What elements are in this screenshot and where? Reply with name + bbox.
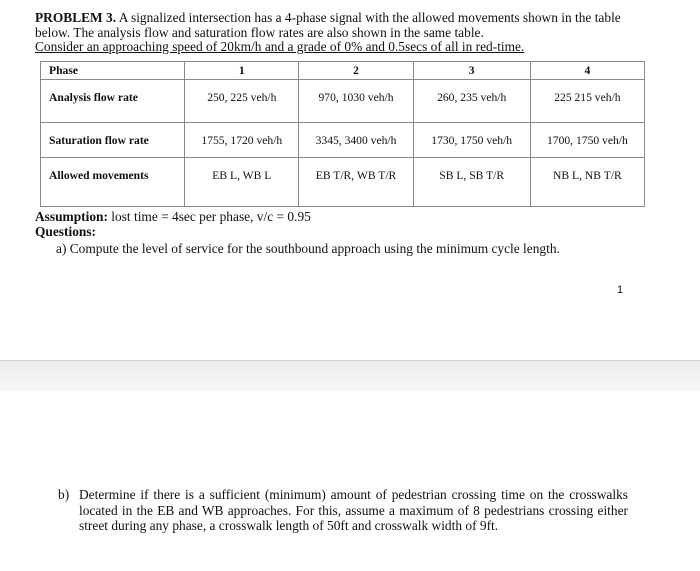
row-label: Saturation flow rate xyxy=(41,123,185,158)
table-row xyxy=(41,123,645,158)
assumption-text: lost time = 4sec per phase, v/c = 0.95 xyxy=(107,209,311,224)
table-header-cell: 4 xyxy=(530,62,644,80)
problem-text: A signalized intersection has a 4-phase signal with the allowed movements shown in the table below. The analysis flow and saturation flow rates are also shown in the same table. xyxy=(35,10,621,40)
assumption-label: Assumption: xyxy=(35,209,108,224)
table-cell: 225 215 veh/h xyxy=(530,80,644,123)
assumption-line xyxy=(35,210,311,224)
question-b-letter: b) xyxy=(58,487,70,502)
row-label: Allowed movements xyxy=(41,158,185,207)
table-header-cell: 1 xyxy=(185,62,299,80)
page-separator xyxy=(0,360,700,391)
question-b-text: Determine if there is a sufficient (minimum) amount of pedestrian crossing time on the crosswalks located in the EB and WB approaches. For this, assume a maximum of 8 pedestrians crossing either street during any phase, a crosswalk length of 50ft and crosswalk width of 9ft. xyxy=(79,487,628,533)
table-cell: 1730, 1750 veh/h xyxy=(413,123,530,158)
page-number: 1 xyxy=(617,284,624,296)
table-header-cell: Phase xyxy=(41,62,185,80)
table-cell: 970, 1030 veh/h xyxy=(299,80,413,123)
question-a: a) Compute the level of service for the southbound approach using the minimum cycle length. xyxy=(56,241,560,256)
table-cell: 250, 225 veh/h xyxy=(185,80,299,123)
table-row xyxy=(41,80,645,123)
table-cell: 1755, 1720 veh/h xyxy=(185,123,299,158)
table-cell: EB T/R, WB T/R xyxy=(299,158,413,207)
problem-statement xyxy=(35,11,655,55)
table-cell: EB L, WB L xyxy=(185,158,299,207)
table-cell: SB L, SB T/R xyxy=(413,158,530,207)
table-cell: 1700, 1750 veh/h xyxy=(530,123,644,158)
table-header-cell: 2 xyxy=(299,62,413,80)
question-b xyxy=(58,487,628,534)
table-cell: NB L, NB T/R xyxy=(530,158,644,207)
document-page-2 xyxy=(0,391,700,571)
table-row xyxy=(41,158,645,207)
table-header-row xyxy=(41,62,645,80)
questions-heading: Questions: xyxy=(35,224,97,239)
row-label: Analysis flow rate xyxy=(41,80,185,123)
problem-heading: PROBLEM 3. xyxy=(35,10,117,25)
problem-conditions: Consider an approaching speed of 20km/h and a grade of 0% and 0.5secs of all in red-time. xyxy=(35,39,525,54)
phase-table xyxy=(40,61,645,207)
table-cell: 260, 235 veh/h xyxy=(413,80,530,123)
table-header-cell: 3 xyxy=(413,62,530,80)
table-cell: 3345, 3400 veh/h xyxy=(299,123,413,158)
